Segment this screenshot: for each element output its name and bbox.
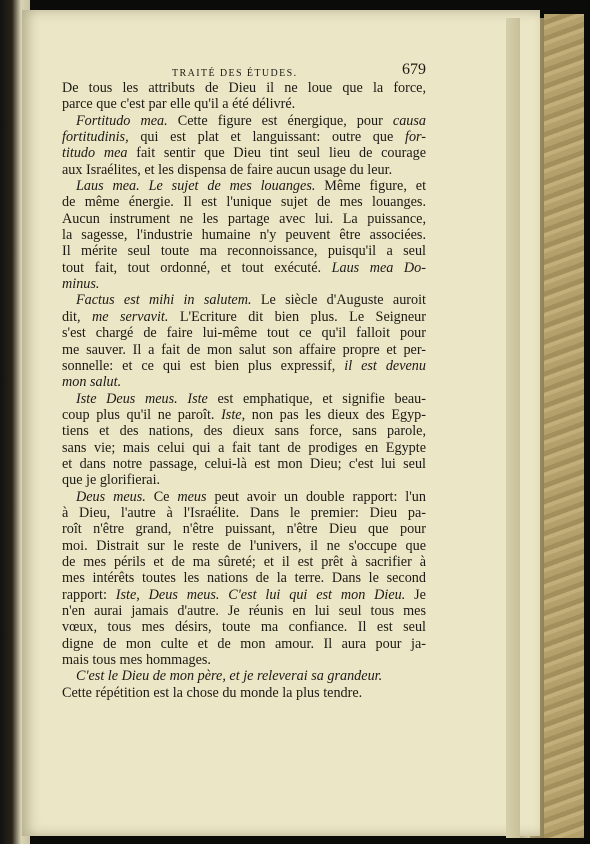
text-span: Cette répétition est la chose du monde la plus tendre. <box>62 684 363 701</box>
italic-span: titudo mea <box>62 145 128 162</box>
text-line <box>62 423 426 439</box>
italic-span: Laus mea. Le sujet de mes louanges. <box>76 178 316 195</box>
text-line <box>62 554 426 570</box>
text-span: Il mérite seul toute ma reconnoissance, puisqu'il a seul <box>62 243 426 260</box>
text-span: coup plus qu'il ne paroît. <box>62 406 222 423</box>
italic-span: Deus meus. <box>76 488 146 505</box>
text-line <box>62 145 426 161</box>
text-span: de même énergie. Il est l'unique sujet de mes louanges. <box>62 194 426 211</box>
text-span: Même figure, et <box>315 178 427 195</box>
text-line <box>62 80 426 96</box>
text-line <box>62 521 426 537</box>
italic-span: Fortitudo mea. <box>76 112 168 129</box>
text-span: L'Ecriture dit bien plus. Le Seigneur <box>168 308 426 325</box>
text-span: Cette figure est énergique, pour <box>167 112 393 129</box>
italic-span: me servavit. <box>91 308 169 325</box>
text-span: rapport: <box>62 586 116 603</box>
text-span: et dans notre passage, celui-là est mon Dieu; c'est lui seul <box>62 455 426 472</box>
text-span: mes intérêts toutes les nations de la terre. Dans le second <box>62 570 426 587</box>
text-line <box>62 472 426 488</box>
text-span: Ce <box>145 488 178 505</box>
text-span: que je glorifierai. <box>62 472 161 489</box>
text-line <box>62 505 426 521</box>
text-span: De tous les attributs de Dieu il ne loue que la force, <box>62 80 426 96</box>
italic-span: Iste, <box>221 406 246 423</box>
text-span: me sauver. Il a fait de mon salut son affaire propre et per- <box>62 341 426 358</box>
text-span: sans vie; mais celui qui a fait tant de prodiges en Egypte <box>62 439 426 456</box>
text-span: à Dieu, l'autre à l'Israélite. Dans le premier: Dieu pa- <box>62 504 426 521</box>
text-line <box>62 276 426 292</box>
text-line <box>62 668 426 684</box>
italic-span: mon salut. <box>62 374 122 391</box>
text-line <box>62 440 426 456</box>
text-span: tiens et des nations, des dieux sans force, sans parole, <box>62 423 426 440</box>
text-line <box>62 391 426 407</box>
page-number: 679 <box>402 61 426 78</box>
body-text <box>62 80 426 701</box>
text-span: moi. Distrait sur le reste de l'univers, il ne s'occupe que <box>62 537 426 554</box>
text-span: la sagesse, l'industrie humaine n'y peuvent être associées. <box>62 227 426 244</box>
text-line <box>62 652 426 668</box>
italic-span: meus <box>177 488 207 505</box>
text-line <box>62 603 426 619</box>
text-line <box>62 211 426 227</box>
text-line <box>62 178 426 194</box>
text-line <box>62 538 426 554</box>
italic-span: fortitudinis, <box>62 129 129 146</box>
text-span: Aucun instrument ne les partage avec lui. La puissance, <box>62 210 426 227</box>
text-line <box>62 243 426 259</box>
italic-span: il est devenu <box>344 357 426 374</box>
italic-span: minus. <box>62 276 100 293</box>
page-text-block <box>62 62 426 701</box>
text-span: est emphatique, et signifie beau- <box>207 390 426 407</box>
text-line <box>62 456 426 472</box>
text-line <box>62 636 426 652</box>
text-span: fait sentir que Dieu tint seul lieu de courage <box>127 145 427 162</box>
text-line <box>62 129 426 145</box>
text-span: mais tous mes hommages. <box>62 652 211 669</box>
text-line <box>62 685 426 701</box>
text-line <box>62 260 426 276</box>
text-span: Le siècle d'Auguste auroit <box>251 292 426 309</box>
text-span: parce que c'est par elle qu'il a été délivré. <box>62 96 296 113</box>
text-line <box>62 358 426 374</box>
italic-span: C'est le Dieu de mon père, et je releverai sa grandeur. <box>76 668 383 685</box>
italic-span: for- <box>405 129 426 146</box>
text-span: digne de mon culte et de mon amour. Il aura pour ja- <box>62 635 426 652</box>
italic-span: Iste Deus meus. Iste <box>76 390 208 407</box>
text-span: vœux, tous mes désirs, toute ma confiance. Il est seul <box>62 619 426 636</box>
text-line <box>62 342 426 358</box>
text-span: Je <box>405 586 426 603</box>
italic-span: Laus mea Do- <box>331 259 426 276</box>
text-line <box>62 374 426 390</box>
text-span: tout fait, tout ordonné, et tout exécuté. <box>62 259 332 276</box>
text-span: s'est chargé de faire lui-même tout ce qu'il falloit pour <box>62 325 426 342</box>
text-span: aux Israélites, et les dispensa de faire aucun usage du leur. <box>62 161 393 178</box>
text-line <box>62 113 426 129</box>
text-line <box>62 227 426 243</box>
italic-span: causa <box>392 112 426 129</box>
page-stack-edge <box>506 18 520 838</box>
text-span: de mes périls et de ma sûreté; et il est prêt à sacrifier à <box>62 553 426 570</box>
text-line <box>62 162 426 178</box>
italic-span: Iste, Deus meus. C'est lui qui est mon Dieu. <box>115 586 406 603</box>
text-line <box>62 619 426 635</box>
text-line <box>62 194 426 210</box>
italic-span: Factus est mihi in salutem. <box>76 292 252 309</box>
text-line <box>62 489 426 505</box>
text-line <box>62 292 426 308</box>
text-span: non pas les dieux des Egyp- <box>245 406 427 423</box>
running-title: TRAITÉ DES ÉTUDES. <box>172 68 298 79</box>
text-span: qui est plat et languissant: outre que <box>128 129 405 146</box>
text-span: dit, <box>62 308 92 325</box>
text-span: n'en aurai jamais d'autre. Je réunis en lui seul tous mes <box>62 603 426 619</box>
text-line <box>62 325 426 341</box>
text-line <box>62 96 426 112</box>
marbled-cover-edge <box>544 14 584 838</box>
text-span: sonnelle: et ce qui est bien plus expressif, <box>62 357 345 374</box>
text-line <box>62 570 426 586</box>
text-span: peut avoir un double rapport: l'un <box>206 488 426 505</box>
text-line <box>62 407 426 423</box>
text-line <box>62 309 426 325</box>
running-header <box>62 62 426 80</box>
text-span: roît n'être grand, n'être puissant, n'être Dieu que pour <box>62 521 426 538</box>
text-line <box>62 587 426 603</box>
